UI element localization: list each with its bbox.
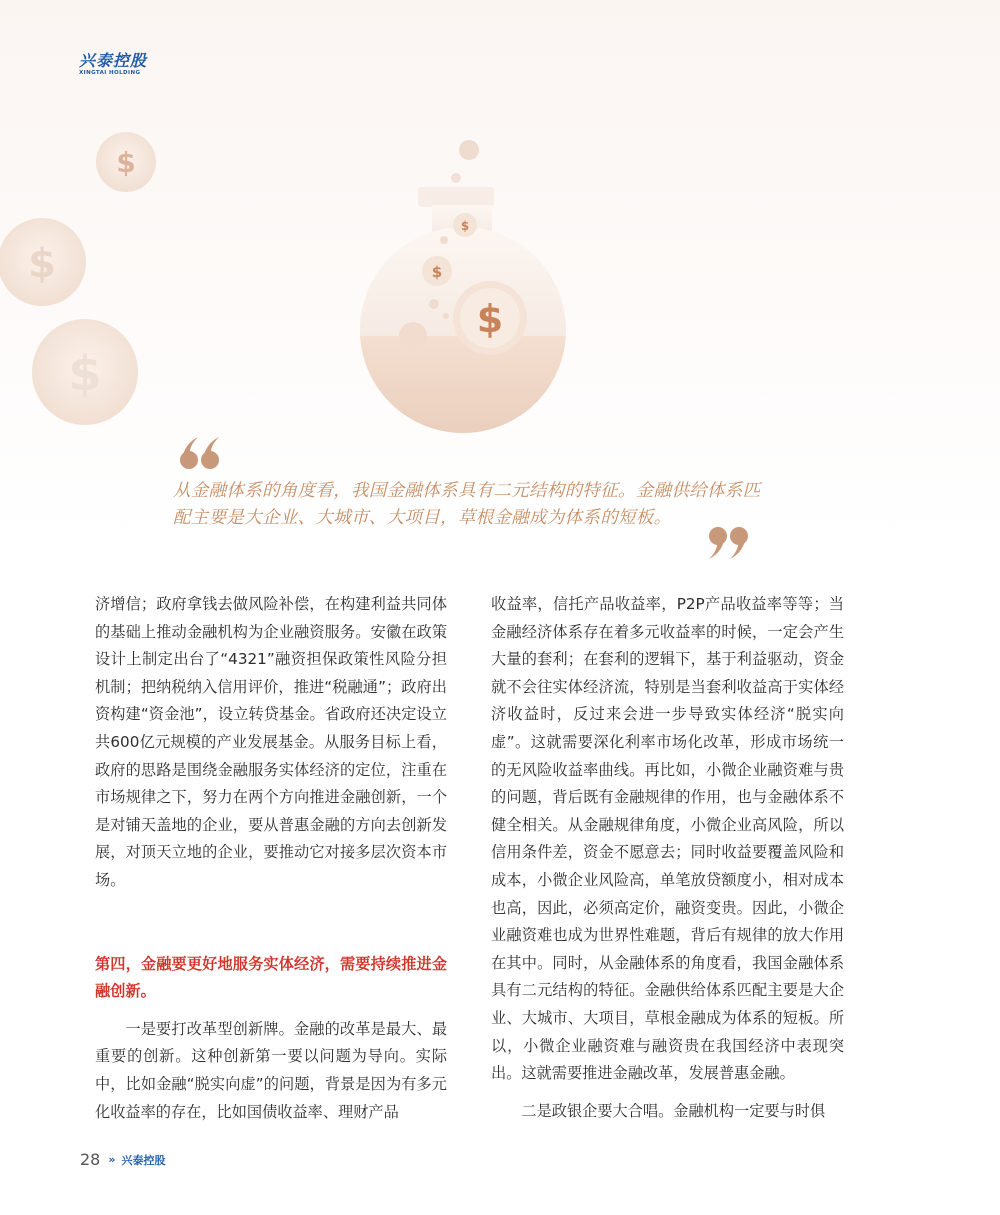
brand-logo	[79, 52, 147, 77]
page-footer	[80, 1150, 165, 1169]
dollar-icon: $	[431, 263, 443, 281]
coin-large-bottom	[32, 319, 138, 425]
flask-coins-illustration	[0, 120, 600, 450]
right-paragraph-2: 二是政银企要大合唱。金融机构一定要与时俱	[521, 1101, 826, 1120]
section-heading: 第四，金融要更好地服务实体经济，需要持续推进金融创新。	[95, 954, 447, 1001]
coin-flask-small	[453, 213, 477, 237]
left-paragraph-1: 济增信；政府拿钱去做风险补偿，在构建利益共同体的基础上推动金融机构为企业融资服务。安徽在政策设计上制定出台了“4321”融资担保政策性风险分担机制；把纳税纳入信用评价，推进“税融通”；政府出资构建“资金池”，设立转贷基金。省政府还决定设立共600亿元规模的产业发展基金。从服务目标上看，政府的思路是围绕金融服务实体经济的定位，注重在市场规律之下，努力在两个方向推进金融创新，一个是对铺天盖地的企业，要从普惠金融的方向去创新发展，对顶天立地的企业，要推动它对接多层次资本市场。	[95, 595, 447, 889]
coin-flask-large	[453, 281, 527, 355]
coin-middle	[0, 218, 86, 306]
close-quote-icon	[706, 526, 750, 560]
left-paragraph-2: 一是要打改革型创新牌。金融的改革是最大、最重要的创新。这种创新第一要以问题为导向。实际中，比如金融“脱实向虚”的问题，背景是因为有多元化收益率的存在，比如国债收益率、理财产品	[95, 1019, 447, 1121]
right-column	[491, 591, 844, 1125]
dollar-icon: $	[476, 297, 504, 341]
coin-flask-medium	[422, 256, 452, 286]
dollar-icon: $	[116, 146, 136, 179]
page-number: 28	[80, 1150, 101, 1169]
logo-chinese: 兴泰控股	[79, 51, 148, 70]
coin-small-top	[96, 132, 156, 192]
dollar-icon: $	[28, 241, 56, 287]
dollar-icon: $	[68, 346, 102, 402]
double-arrow-icon: »	[108, 1153, 116, 1166]
logo-english: XINGTAI HOLDING	[79, 70, 141, 76]
right-paragraph-1: 收益率，信托产品收益率，P2P产品收益率等等；当金融经济体系存在着多元收益率的时候，一定会产生大量的套利；在套利的逻辑下，基于利益驱动，资金就不会往实体经济流，特别是当套利收益高于实体经济收益时，反过来会进一步导致实体经济“脱实向虚”。这就需要深化利率市场化改革，形成市场统一的无风险收益率曲线。再比如，小微企业融资难与贵的问题，背后既有金融规律的作用，也与金融体系不健全相关。从金融规律角度，小微企业高风险，所以信用条件差，资金不愿意去；同时收益要覆盖风险和成本，小微企业风险高，单笔放贷额度小，相对成本也高，因此，必须高定价，融资变贵。因此，小微企业融资难也成为世界性难题，背后有规律的放大作用在其中。同时，从金融体系的角度看，我国金融体系具有二元结构的特征。金融供给体系匹配主要是大企业、大城市、大项目，草根金融成为体系的短板。所以，小微企业融资难与融资贵在我国经济中表现突出。这就需要推进金融改革，发展普惠金融。	[491, 595, 844, 1083]
open-quote-icon	[178, 436, 222, 470]
pull-quote: 从金融体系的角度看，我国金融体系具有二元结构的特征。金融供给体系匹配主要是大企业、大城市、大项目，草根金融成为体系的短板。	[173, 481, 761, 528]
dollar-icon: $	[460, 219, 470, 233]
left-column	[95, 591, 447, 1126]
footer-brand: 兴泰控股	[121, 1153, 166, 1167]
